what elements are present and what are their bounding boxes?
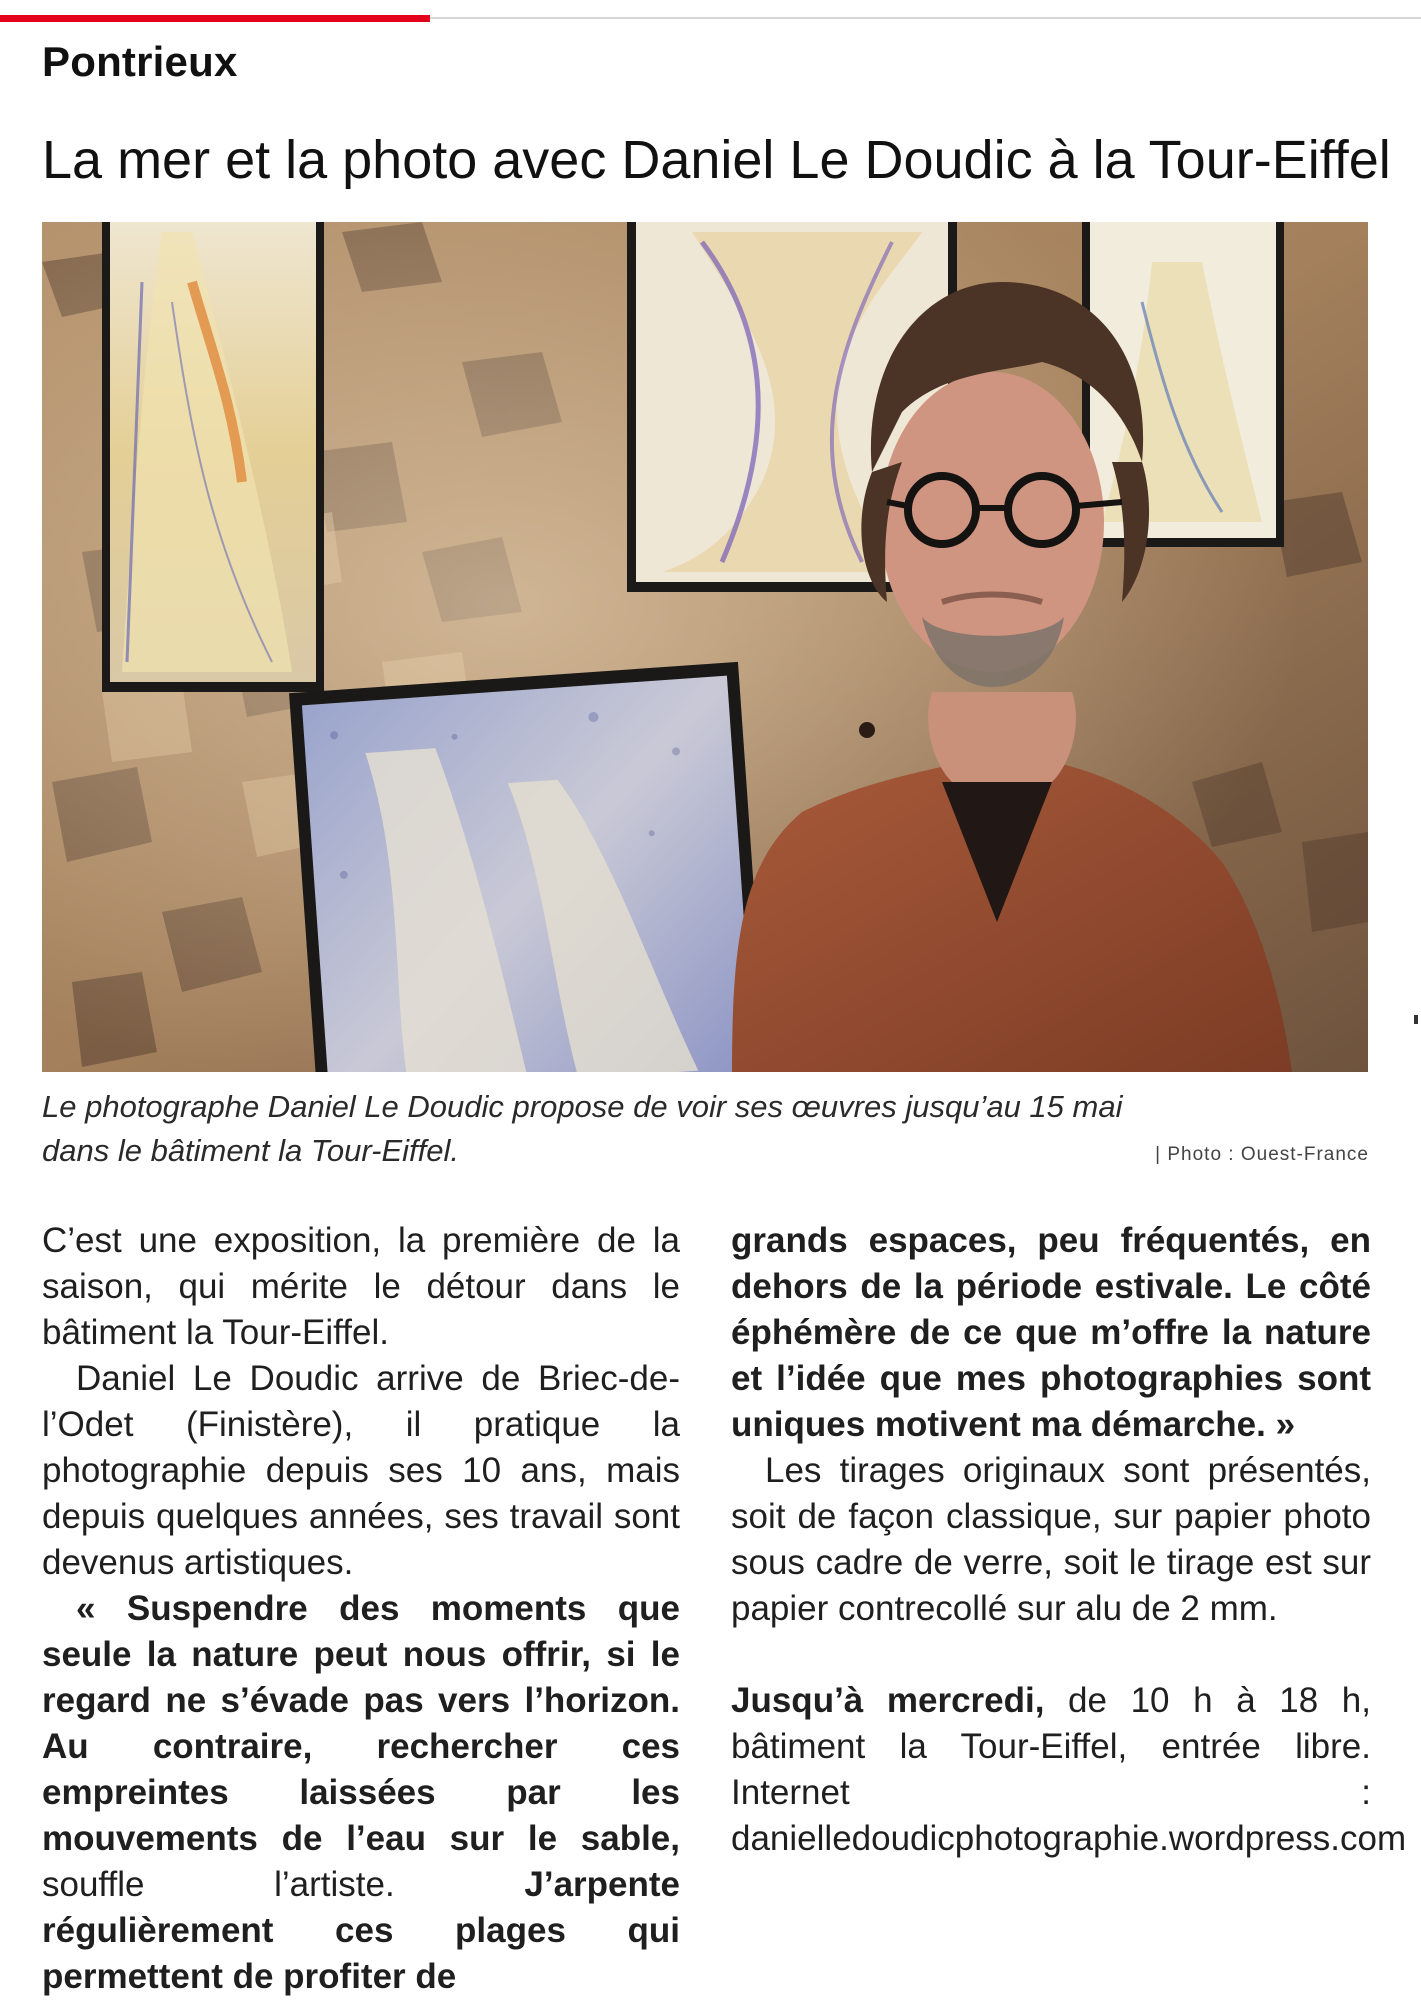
caption-line-2: dans le bâtiment la Tour-Eiffel. xyxy=(42,1133,460,1168)
photo-credit: | Photo : Ouest-France xyxy=(1155,1144,1369,1165)
quote-attribution: souffle l’artiste. xyxy=(42,1865,525,1904)
article-column-left xyxy=(42,1218,680,2000)
paragraph-intro: C’est une exposition, la première de la saison, qui mérite le détour dans le bâtiment la Tour-Eiffel. xyxy=(42,1221,680,1352)
paragraph-prints: Les tirages originaux sont présentés, soit de façon classique, sur papier photo sous cadre de verre, soit le tirage est sur papier contrecollé sur alu de 2 mm. xyxy=(731,1451,1371,1628)
quote-part-2-start: J’arpente régulièrement ces plages qui permettent de profiter de xyxy=(42,1865,680,1996)
info-details: de 10 h à 18 h, bâtiment la Tour-Eiffel, entrée libre. Internet : danielledoudicphotographie.wordpress.com xyxy=(731,1681,1407,1858)
article-column-right xyxy=(731,1218,1407,1862)
photo-illustration xyxy=(42,222,1368,1072)
photo-caption xyxy=(42,1085,1342,1173)
caption-line-1: Le photographe Daniel Le Doudic propose de voir ses œuvres jusqu’au 15 mai xyxy=(42,1089,1123,1124)
paragraph-quote xyxy=(42,1586,680,2000)
article-photo xyxy=(42,222,1368,1072)
article-headline: La mer et la photo avec Daniel Le Doudic à la Tour-Eiffel xyxy=(42,130,1391,190)
paragraph-biography: Daniel Le Doudic arrive de Briec-de-l’Odet (Finistère), il pratique la photographie depuis ses 10 ans, mais depuis quelques années, ses travail sont devenus artistiques. xyxy=(42,1359,680,1582)
paragraph-quote-continued xyxy=(731,1218,1371,1448)
page-edge-mark xyxy=(1414,1015,1418,1024)
quote-part-1: « Suspendre des moments que seule la nature peut nous offrir, si le regard ne s’évade pas vers l’horizon. Au contraire, rechercher ces empreintes laissées par les mouvements de l’eau sur le sable, xyxy=(42,1589,680,1858)
quote-part-2-end: grands espaces, peu fréquentés, en dehors de la période estivale. Le côté éphémère de ce que m’offre la nature et l’idée que mes photographies sont uniques motivent ma démarche. » xyxy=(731,1221,1371,1444)
info-dates: Jusqu’à mercredi, xyxy=(731,1681,1045,1720)
section-title: Pontrieux xyxy=(42,38,238,85)
paragraph-spacer xyxy=(731,1632,1371,1678)
paragraph-practical-info xyxy=(731,1678,1407,1862)
section-accent-bar xyxy=(0,15,430,22)
